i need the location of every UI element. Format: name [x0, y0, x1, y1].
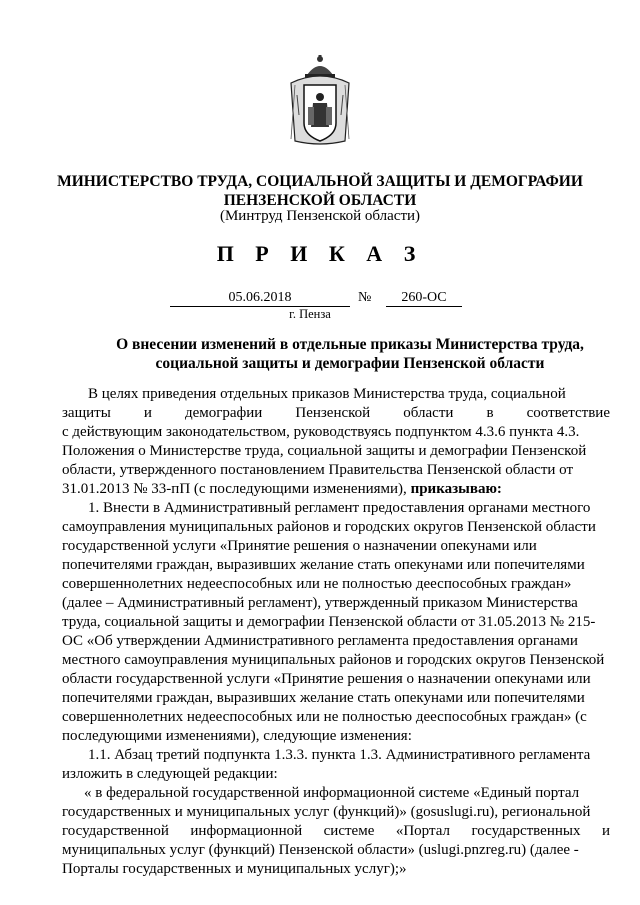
order-number: 260-ОС	[386, 290, 462, 307]
body-line: с действующим законодательством, руководствуясь подпунктом 4.3.6 пункта 4.3.	[62, 424, 580, 440]
number-sign: №	[358, 290, 372, 305]
body-line: самоуправления муниципальных районов и городских округов Пензенской области	[62, 519, 596, 535]
body-line: государственной информационной системе «Портал государственных и	[62, 823, 610, 839]
body-line: государственных и муниципальных услуг (функций)» (gosuslugi.ru), региональной	[62, 804, 591, 820]
subject-line2: социальной защиты и демографии Пензенской области	[155, 355, 545, 372]
subject-line1: О внесении изменений в отдельные приказы Министерства труда,	[116, 336, 584, 353]
order-verb: приказываю:	[410, 481, 502, 497]
document-type-title: П Р И К А З	[216, 241, 424, 266]
body-line	[62, 480, 610, 499]
body-line: 1. Внести в Административный регламент предоставления органами местного	[88, 500, 591, 516]
body-line: В целях приведения отдельных приказов Министерства труда, социальной	[88, 386, 566, 402]
body-line-text: 31.01.2013 № 33-пП (с последующими изменениями),	[62, 481, 407, 497]
body-line: попечителями граждан, выразивших желание стать опекунами или попечителями	[62, 557, 585, 573]
ministry-name-line2: ПЕНЗЕНСКОЙ ОБЛАСТИ	[223, 192, 417, 209]
body-line: 1.1. Абзац третий подпункта 1.3.3. пункта 1.3. Административного регламента	[88, 747, 591, 763]
body-line: области государственной услуги «Принятие решения о назначении опекунами или	[62, 671, 591, 687]
city-label: г. Пенза	[289, 307, 331, 321]
body-line: Положения о Министерстве труда, социальной защиты и демографии Пензенской	[62, 443, 587, 459]
body-line: совершеннолетних недееспособных или не полностью дееспособных граждан» (с	[62, 709, 587, 725]
body-line: попечителями граждан, выразивших желание стать опекунами или попечителями	[62, 690, 585, 706]
body-line: ОС «Об утверждении Административного регламента предоставления органами	[62, 633, 578, 649]
body-line: защиты и демографии Пензенской области в соответствие	[62, 405, 610, 421]
coat-of-arms-icon	[287, 55, 353, 147]
body-line: местного самоуправления муниципальных районов и городских округов Пензенской	[62, 652, 605, 668]
body-line: Порталы государственных и муниципальных услуг);»	[62, 861, 407, 877]
order-date: 05.06.2018	[170, 290, 350, 307]
body-line: « в федеральной государственной информационной системе «Единый портал	[84, 785, 580, 801]
body-line: области, утвержденного постановлением Правительства Пензенской области от	[62, 462, 574, 478]
body-line: последующими изменениями), следующие изменения:	[62, 728, 412, 744]
body-line: труда, социальной защиты и демографии Пензенской области от 31.05.2013 № 215-	[62, 614, 596, 630]
body-line: совершеннолетних недееспособных или не полностью дееспособных граждан»	[62, 576, 572, 592]
body-line: государственной услуги «Принятие решения о назначении опекунами или	[62, 538, 537, 554]
ministry-name-line1: МИНИСТЕРСТВО ТРУДА, СОЦИАЛЬНОЙ ЗАЩИТЫ И ДЕМОГРАФИИ	[57, 173, 583, 190]
body-line: (далее – Административный регламент), утвержденный приказом Министерства	[62, 595, 578, 611]
ministry-short-name: (Минтруд Пензенской области)	[219, 208, 421, 224]
body-line: изложить в следующей редакции:	[62, 766, 278, 782]
body-line: муниципальных услуг (функций) Пензенской области» (uslugi.pnzreg.ru) (далее -	[62, 842, 579, 858]
